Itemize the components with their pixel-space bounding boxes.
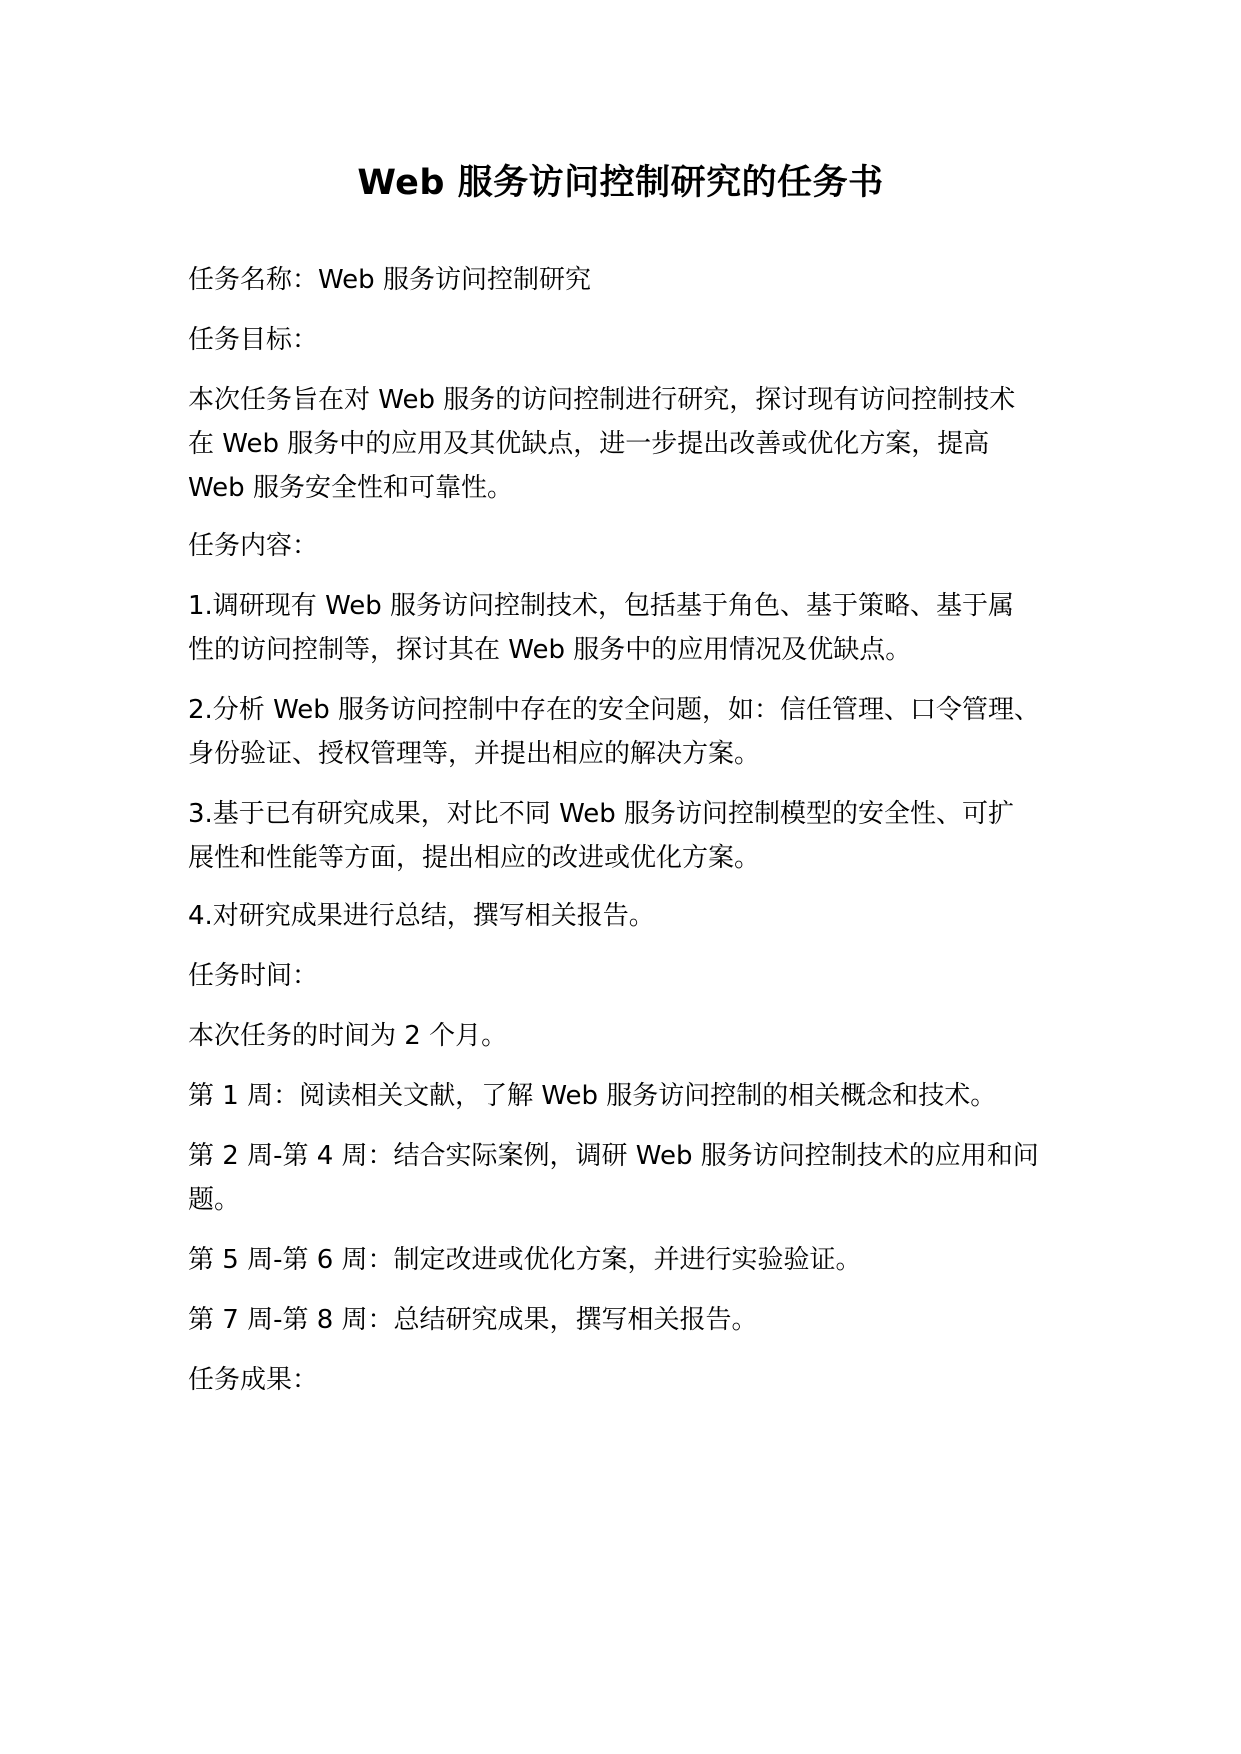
- week-5-6-line: 第 5 周-第 6 周：制定改进或优化方案，并进行实验验证。: [188, 1245, 862, 1275]
- time-intro: 本次任务的时间为 2 个月。: [188, 1021, 508, 1051]
- content-item-3-line-2: 展性和性能等方面，提出相应的改进或优化方案。: [188, 843, 761, 873]
- week-2-4-line-2: 题。: [188, 1185, 241, 1215]
- content-item-2-line-2: 身份验证、授权管理等，并提出相应的解决方案。: [188, 739, 761, 769]
- content-item-4: 4.对研究成果进行总结，撰写相关报告。: [188, 901, 655, 931]
- goal-heading: 任务目标：: [188, 325, 319, 355]
- time-heading: 任务时间：: [188, 961, 319, 991]
- content-item-2-line-1: 2.分析 Web 服务访问控制中存在的安全问题，如：信任管理、口令管理、: [188, 695, 1041, 725]
- content-heading: 任务内容：: [188, 531, 319, 561]
- content-item-1-line-2: 性的访问控制等，探讨其在 Web 服务中的应用情况及优缺点。: [188, 635, 912, 665]
- result-heading: 任务成果：: [188, 1365, 319, 1395]
- content-item-1-line-1: 1.调研现有 Web 服务访问控制技术，包括基于角色、基于策略、基于属: [188, 591, 1015, 621]
- week-1-line: 第 1 周：阅读相关文献，了解 Web 服务访问控制的相关概念和技术。: [188, 1081, 997, 1111]
- task-name-line: 任务名称：Web 服务访问控制研究: [188, 265, 591, 295]
- week-2-4-line-1: 第 2 周-第 4 周：结合实际案例，调研 Web 服务访问控制技术的应用和问: [188, 1141, 1039, 1171]
- goal-line-2: 在 Web 服务中的应用及其优缺点，进一步提出改善或优化方案，提高: [188, 429, 990, 459]
- document-title: Web 服务访问控制研究的任务书: [357, 163, 884, 203]
- goal-line-1: 本次任务旨在对 Web 服务的访问控制进行研究，探讨现有访问控制技术: [188, 385, 1016, 415]
- goal-line-3: Web 服务安全性和可靠性。: [188, 473, 513, 503]
- content-item-3-line-1: 3.基于已有研究成果，对比不同 Web 服务访问控制模型的安全性、可扩: [188, 799, 1015, 829]
- week-7-8-line: 第 7 周-第 8 周：总结研究成果，撰写相关报告。: [188, 1305, 758, 1335]
